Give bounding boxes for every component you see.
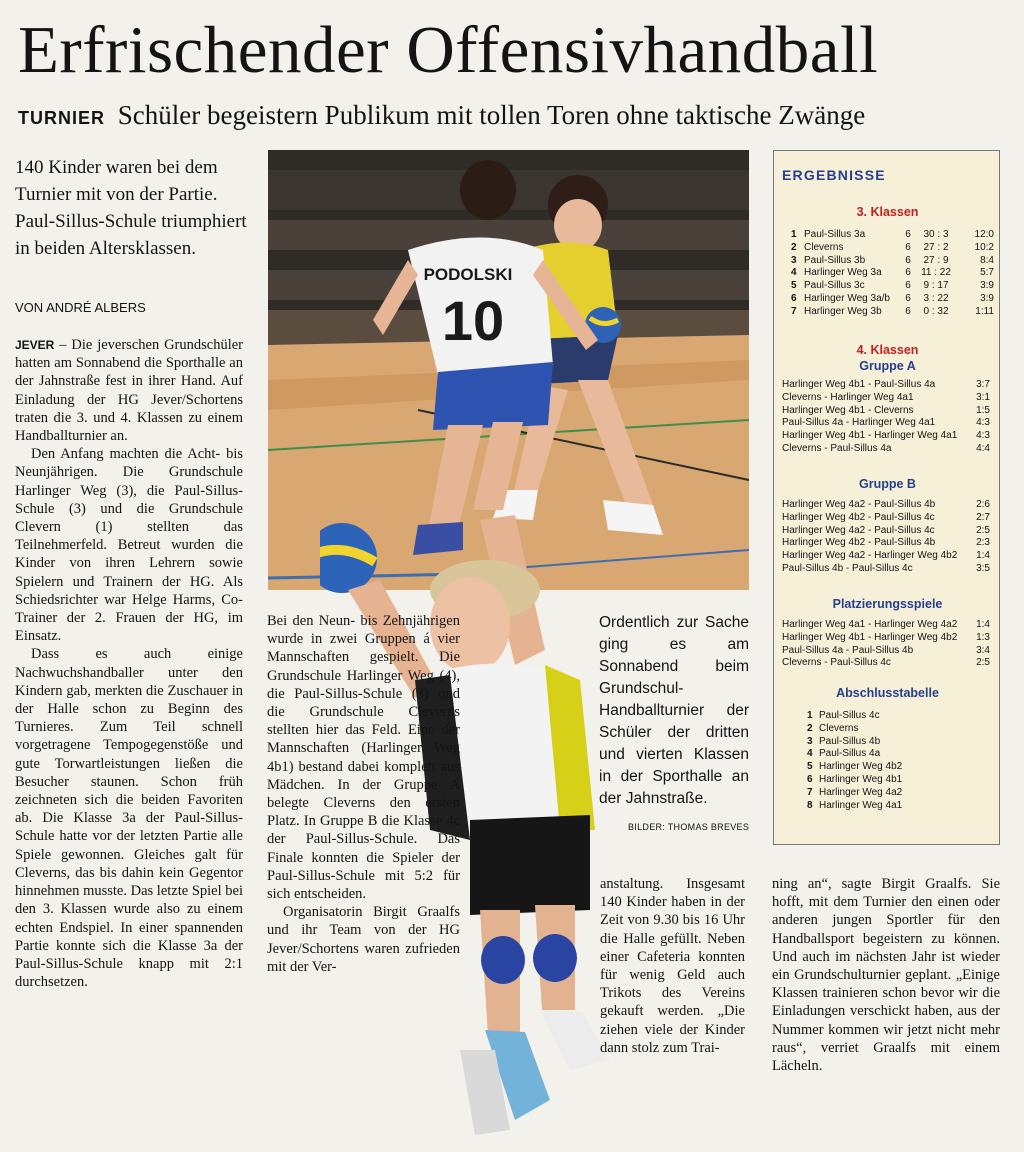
table-row [807,761,902,774]
table-cell: 30 : 3 [923,229,949,240]
table-cell: 9 : 17 [923,280,949,292]
table-cell: Cleverns - Paul-Sillus 4c [782,657,891,669]
table-cell: Cleverns - Harlinger Weg 4a1 [782,391,914,403]
table-cell: 1:3 [976,631,990,643]
headline: Erfrischender Offensivhandball [18,13,879,87]
table-abschlusstabelle [807,710,902,812]
table-cell: Harlinger Weg 4a2 - Harlinger Weg 4b2 [782,550,958,562]
jersey-number: 10 [441,289,505,352]
table-cell: 4 [807,748,813,760]
table-row [791,229,994,242]
kicker: TURNIER [18,108,105,128]
table-3-klassen [791,229,994,319]
table-cell: 6 [905,292,911,304]
table-row [791,280,994,293]
teaser: 140 Kinder waren bei dem Turnier mit von der Partie. Paul-Sillus-Schule triumphiert in beiden Altersklassen. [15,157,247,259]
paragraph: Organisatorin Birgit Graalfs und ihr Team von der HG Jever/Schortens waren zufrieden mit der Ver- [267,904,460,975]
table-row [782,537,990,550]
table-cell: 11 : 22 [921,267,951,279]
photo-credit: BILDER: THOMAS BREVES [628,822,750,832]
table-cell: Harlinger Weg 4a2 - Paul-Sillus 4c [782,524,935,536]
table-cell: 6 [905,280,911,292]
table-cell: 5 [791,280,797,292]
table-row [782,430,990,443]
table-cell: Harlinger Weg 4a1 - Harlinger Weg 4a2 [782,619,958,630]
table-cell: Paul-Sillus 3c [804,280,865,292]
table-cell: Harlinger Weg 4b2 - Paul-Sillus 4c [782,511,935,523]
paragraph: Bei den Neun- bis Zehnjährigen wurde in zwei Gruppen á vier Mannschaften gespielt. Die Grundschule Harlinger Weg (4), die Paul-Sillus-Schule (3) und die Grundschule Cleverns stellten hier das Feld. Eine der Mannschaften (Harlinger Weg 4b1) bestand dabei komplett aus Mädchen. In der Gruppe A belegte Cleverns den ersten Platz. In Gruppe B die Klasse 4c der Paul-Sillus-Schule. Das Finale konnten die Spieler der Paul-Sillus-Schule mit 5:2 für sich entscheiden. [267,613,460,903]
results-title: ERGEBNISSE [782,167,886,183]
article-column-1 [15,336,243,991]
heading-3-klassen: 3. Klassen [856,205,919,219]
table-gruppe-a [782,379,990,456]
table-cell: 1 [791,229,797,240]
table-cell: Paul-Sillus 3a [804,229,866,240]
table-cell: 1 [807,710,813,721]
table-cell: Cleverns - Paul-Sillus 4a [782,442,892,454]
table-platzierungsspiele [782,619,990,670]
table-row [782,443,990,456]
heading-4-klassen: 4. Klassen [856,343,919,357]
heading-gruppe-a: Gruppe A [859,359,916,373]
table-cell: Harlinger Weg 3a [804,267,882,279]
table-cell: 5 [807,761,813,773]
table-cell: 3 [791,254,797,266]
table-cell: Paul-Sillus 4b [819,735,881,747]
table-cell: 12:0 [974,229,994,240]
table-row [807,787,902,800]
table-cell: Paul-Sillus 4c [819,710,880,721]
table-row [807,710,902,723]
table-row [791,255,994,268]
table-row [791,242,994,255]
table-cell: 7 [807,786,813,798]
subheadline-row [18,100,865,131]
table-cell: Paul-Sillus 4b - Paul-Sillus 4c [782,562,913,574]
table-cell: Harlinger Weg 4a2 - Paul-Sillus 4b [782,499,936,510]
table-cell: 4:3 [976,417,990,429]
table-cell: 10:2 [974,241,994,253]
article-column-2 [267,612,460,976]
table-cell: Harlinger Weg 4a1 [819,799,903,811]
table-row [782,563,990,576]
table-cell: 6 [905,305,911,317]
table-cell: 6 [905,267,911,279]
table-row [782,619,990,632]
table-row [782,525,990,538]
table-row [782,379,990,392]
table-cell: 2 [791,241,797,253]
article-column-4 [772,875,1000,1075]
table-row [782,392,990,405]
heading-gruppe-b: Gruppe B [859,477,916,491]
table-cell: 0 : 32 [923,305,949,317]
table-row [782,645,990,658]
table-cell: 6 [807,773,813,785]
table-cell: 1:11 [975,305,994,317]
table-cell: 6 [905,241,911,253]
table-cell: Harlinger Weg 4b1 - Harlinger Weg 4b2 [782,631,958,643]
table-cell: Cleverns [819,722,859,734]
table-cell: 2 [807,722,813,734]
table-row [807,736,902,749]
table-cell: 8:4 [980,254,994,266]
paragraph [15,336,243,445]
table-cell: 2:5 [976,524,990,536]
table-cell: 6 [905,254,911,266]
table-cell: 3 : 22 [923,292,949,304]
dateline: JEVER [15,338,55,352]
table-cell: Harlinger Weg 4b1 - Paul-Sillus 4a [782,379,936,390]
paragraph: Den Anfang machten die Acht- bis Neunjährigen. Die Grundschule Harlinger Weg (3), die Paul-Sillus-Schule (3) und die Grundschule Clevern (1) stellten das Teilnehmerfeld. Betreut wurden die Kinder von ihren Lehrern sowie Spielern und Trainern der HG. Als Schiedsrichter war Helge Harms, Co-Trainer der 2. Frauen der HG, im Einsatz. [15,446,243,645]
paragraph: anstaltung. Insgesamt 140 Kinder haben in der Zeit von 9.30 bis 16 Uhr die Halle gefüllt. Neben einer Cafeteria konnten für wenig Geld auch Trikots des Vereins gekauft werden. „Die ziehen viele der Kinder dann stolz zum Trai- [600,876,745,1056]
paragraph: ning an“, sagte Birgit Graalfs. Sie hofft, mit dem Turnier den einen oder anderen jungen Sportler für den Handballsport begeistern zu können. Und auch im nächsten Jahr ist wieder ein Grundschulturnier geplant. „Einige Klassen trainieren schon bevor wir die Einladungen verschickt haben, aus der Nummer kommen wir jetzt nicht mehr raus“, verriet Graalfs mit einem Lächeln. [772,876,1000,1075]
table-cell: 4 [791,267,797,279]
table-cell: 1:5 [976,404,990,416]
table-cell: 7 [791,305,797,317]
table-cell: 6 [791,292,797,304]
table-cell: Harlinger Weg 3a/b [804,292,890,304]
table-gruppe-b [782,499,990,576]
table-cell: Paul-Sillus 4a - Harlinger Weg 4a1 [782,417,936,429]
table-cell: 2:5 [976,657,990,669]
paragraph: Dass es auch einige Nachwuchshandballer unter den Kindern gab, merkten die Zuschauer in der Halle schon zu Beginn des Turnieres. Zum Teil schnell vorgetragene Tempogegenstöße und gute Torwartleistungen ließen die Besucher staunen. Schon früh zeichneten sich die beiden Favoriten ab. Die Klasse 3a der Paul-Sillus-Schule hatte vor der letzten Partie alle Spiele gewonnen. Gleiches galt für Cleverns, das bis dahin kein Gegentor hinnehmen musste. Das letzte Spiel bei den 3. Klassen wurde also zu einem echten Endspiel. In einer spannenden Partie konnte sich die Klasse 3a der Paul-Sillus-Schule knapp mit 2:1 durchsetzen. [15,646,243,991]
table-row [807,723,902,736]
table-cell: Harlinger Weg 4a2 [819,786,903,798]
table-row [807,774,902,787]
table-cell: 2:6 [976,499,990,510]
table-cell: 27 : 9 [923,254,949,266]
results-box [773,150,1000,845]
table-cell: Paul-Sillus 3b [804,254,866,266]
table-cell: 3:1 [976,391,990,403]
byline: VON ANDRÉ ALBERS [15,300,146,315]
subheadline: Schüler begeistern Publikum mit tollen Toren ohne taktische Zwänge [117,100,866,130]
table-row [782,550,990,563]
table-cell: 4:3 [976,430,990,442]
table-cell: 2:3 [976,537,990,549]
table-row [807,800,902,813]
table-cell: 1:4 [976,550,990,562]
table-cell: 3:7 [976,379,990,390]
table-row [791,306,994,319]
table-row [782,657,990,670]
table-cell: Harlinger Weg 4b1 - Cleverns [782,404,914,416]
article-column-3 [600,875,745,1057]
table-row [791,267,994,280]
heading-platzierungsspiele: Platzierungsspiele [832,597,943,611]
table-cell: 3 [807,735,813,747]
table-cell: 3:4 [976,644,990,656]
table-cell: 2:7 [976,511,990,523]
table-cell: Paul-Sillus 4a - Paul-Sillus 4b [782,644,914,656]
table-cell: Harlinger Weg 4b1 [819,773,903,785]
table-cell: Harlinger Weg 4b1 - Harlinger Weg 4a1 [782,430,958,442]
table-cell: 3:5 [976,562,990,574]
table-cell: Harlinger Weg 4b2 [819,761,903,773]
table-cell: 8 [807,799,813,811]
table-cell: 5:7 [980,267,994,279]
table-row [782,632,990,645]
table-cell: 1:4 [976,619,990,630]
table-cell: 3:9 [980,280,994,292]
table-row [791,293,994,306]
table-cell: Harlinger Weg 3b [804,305,882,317]
heading-abschlusstabelle: Abschlusstabelle [836,686,939,700]
table-cell: 4:4 [976,442,990,454]
table-cell: 6 [905,229,911,240]
paragraph-text: – Die jeverschen Grundschüler hatten am Sonnabend die Sporthalle an der Jahnstraße fest in ihrer Hand. Auf Einladung der HG Jever/Schortens traten die 3. und 4. Klassen zu einem Handballturnier an. [15,337,243,445]
jersey-name: PODOLSKI [423,265,513,284]
table-row [782,417,990,430]
table-row [782,512,990,525]
table-cell: Paul-Sillus 4a [819,748,881,760]
table-cell: Cleverns [804,241,844,253]
photo-caption: Ordentlich zur Sache ging es am Sonnabend beim Grundschul-Handballturnier der Schüler der dritten und vierten Klassen in der Sporthalle an der Jahnstraße. [599,614,749,807]
table-cell: Harlinger Weg 4b2 - Paul-Sillus 4b [782,537,936,549]
table-cell: 27 : 2 [923,241,949,253]
table-row [807,748,902,761]
table-row [782,499,990,512]
table-cell: 3:9 [980,292,994,304]
table-row [782,405,990,418]
